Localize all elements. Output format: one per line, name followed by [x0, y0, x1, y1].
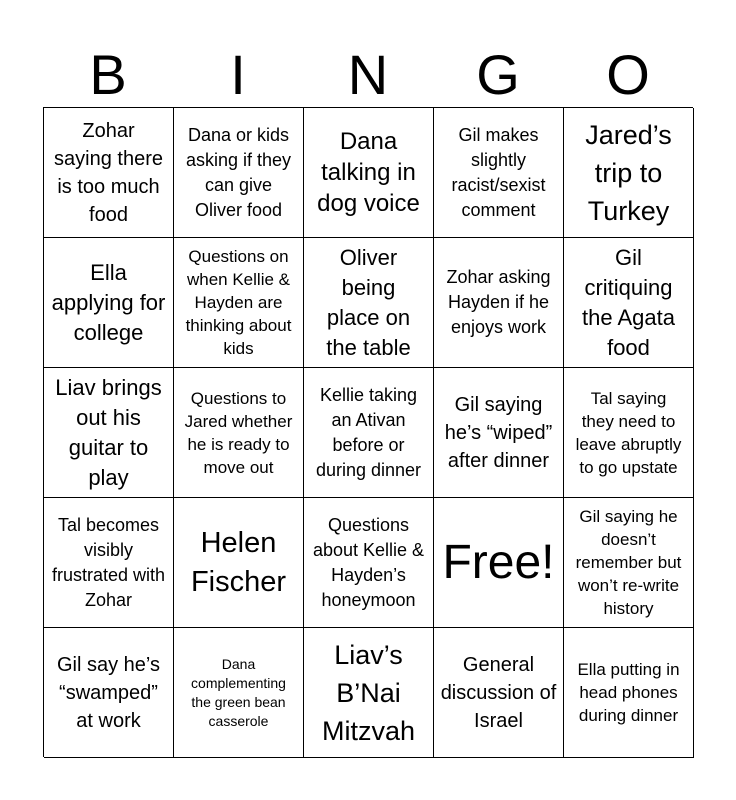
- cell-text: Helen Fischer: [190, 526, 287, 598]
- header-letter-o: O: [606, 43, 650, 106]
- header-letter-i: I: [230, 43, 246, 106]
- bingo-cell-1-4[interactable]: [434, 108, 564, 238]
- header-letter-g: G: [476, 43, 520, 106]
- bingo-cell-2-3[interactable]: [304, 238, 434, 368]
- bingo-cell-5-3[interactable]: [304, 628, 434, 758]
- cell-text: Gil makes slightly racist/sexist comment: [451, 124, 546, 220]
- cell-text: Dana talking in dog voice: [317, 128, 420, 217]
- cell-text: Questions about Kellie & Hayden’s honeymoon: [312, 514, 425, 610]
- cell-text: Ella putting in head phones during dinner: [577, 660, 680, 725]
- free-space-label: Free!: [442, 535, 555, 589]
- header-letter-b: B: [89, 43, 127, 106]
- cell-text: Jared’s trip to Turkey: [585, 119, 672, 226]
- bingo-cell-3-5[interactable]: [564, 368, 694, 498]
- bingo-header: [43, 45, 693, 105]
- cell-text: Oliver being place on the table: [326, 244, 411, 360]
- bingo-cell-2-5[interactable]: [564, 238, 694, 368]
- bingo-cell-1-3[interactable]: [304, 108, 434, 238]
- cell-text: Questions on when Kellie & Hayden are thinking about kids: [185, 247, 292, 358]
- cell-text: Zohar asking Hayden if he enjoys work: [446, 267, 551, 337]
- header-letter-n: N: [347, 43, 389, 106]
- bingo-cell-4-2[interactable]: [174, 498, 304, 628]
- bingo-cell-1-1[interactable]: [44, 108, 174, 238]
- cell-text: Zohar saying there is too much food: [54, 119, 163, 226]
- cell-text: General discussion of Israel: [440, 653, 557, 732]
- bingo-cell-4-5[interactable]: [564, 498, 694, 628]
- cell-text: Gil saying he’s “wiped” after dinner: [444, 393, 553, 472]
- bingo-cell-2-2[interactable]: [174, 238, 304, 368]
- cell-text: Questions to Jared whether he is ready to move out: [184, 388, 293, 477]
- bingo-cell-1-5[interactable]: [564, 108, 694, 238]
- cell-text: Liav’s B’Nai Mitzvah: [321, 639, 416, 746]
- bingo-cell-3-4[interactable]: [434, 368, 564, 498]
- bingo-cell-4-4 free-space[interactable]: [434, 498, 564, 628]
- bingo-cell-5-5[interactable]: [564, 628, 694, 758]
- cell-text: Gil say he’s “swamped” at work: [56, 653, 160, 732]
- bingo-cell-4-1[interactable]: [44, 498, 174, 628]
- cell-text: Tal becomes visibly frustrated with Zohar: [51, 514, 166, 610]
- bingo-cell-5-4[interactable]: [434, 628, 564, 758]
- bingo-cell-3-1[interactable]: [44, 368, 174, 498]
- bingo-cell-1-2[interactable]: [174, 108, 304, 238]
- cell-text: Ella applying for college: [51, 259, 166, 345]
- bingo-cell-4-3[interactable]: [304, 498, 434, 628]
- cell-text: Gil critiquing the Agata food: [582, 244, 675, 360]
- bingo-cell-3-2[interactable]: [174, 368, 304, 498]
- cell-text: Tal saying they need to leave abruptly to go upstate: [575, 388, 682, 477]
- bingo-cell-2-4[interactable]: [434, 238, 564, 368]
- bingo-cell-3-3[interactable]: [304, 368, 434, 498]
- cell-text: Kellie taking an Ativan before or during dinner: [315, 384, 422, 480]
- bingo-board: [43, 107, 693, 757]
- bingo-cell-2-1[interactable]: [44, 238, 174, 368]
- cell-text: Liav brings out his guitar to play: [55, 374, 162, 490]
- cell-text: Dana complementing the green bean casserole: [191, 655, 286, 729]
- bingo-cell-5-2[interactable]: [174, 628, 304, 758]
- cell-text: Dana or kids asking if they can give Oliver food: [185, 124, 292, 220]
- cell-text: Gil saying he doesn’t remember but won’t re-write history: [575, 507, 682, 618]
- bingo-cell-5-1[interactable]: [44, 628, 174, 758]
